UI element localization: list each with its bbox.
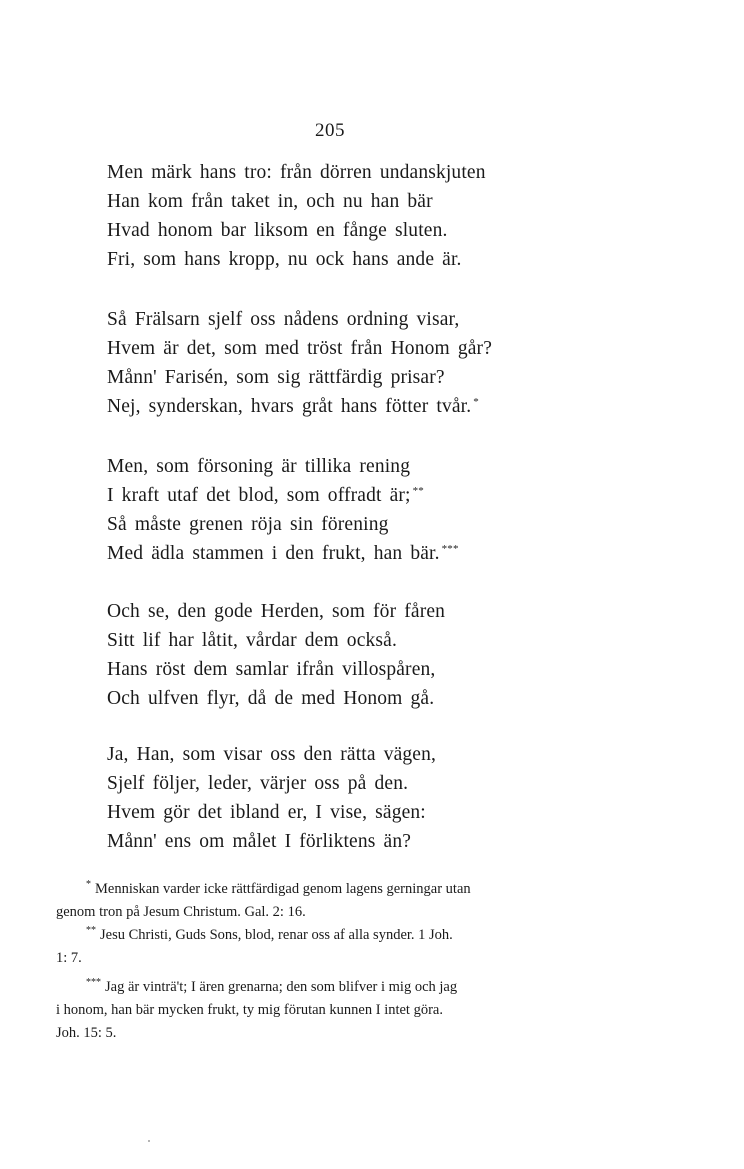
footnotes: [56, 878, 578, 1045]
verse-line: [107, 539, 667, 568]
verse-text: Sitt lif har låtit, vårdar dem också.: [107, 630, 397, 651]
verse-line: [107, 655, 667, 684]
footnote-text: Joh. 15: 5.: [56, 1025, 117, 1041]
verse-text: Hvem är det, som med tröst från Honom går?: [107, 338, 492, 359]
footnote-text: Jesu Christi, Guds Sons, blod, renar oss af alla synder. 1 Joh.: [100, 927, 453, 943]
stanza-1: [107, 158, 667, 274]
verse-line: [107, 216, 667, 245]
verse-line: [107, 452, 667, 481]
footnote-3: [56, 976, 578, 999]
verse-text: Ja, Han, som visar oss den rätta vägen,: [107, 744, 437, 765]
stanza-3: [107, 452, 667, 568]
footnote-2-continued: [56, 947, 578, 970]
footnote-marker: **: [86, 925, 96, 937]
verse-line: [107, 769, 667, 798]
page-number: 205: [315, 120, 345, 141]
verse-line: [107, 481, 667, 510]
verse-line: [107, 626, 667, 655]
verse-text: Nej, synderskan, hvars gråt hans fötter tvår.: [107, 396, 472, 417]
verse-text: Men märk hans tro: från dörren undanskjuten: [107, 162, 486, 183]
verse-line: [107, 363, 667, 392]
footnote-2: [56, 924, 578, 947]
verse-text: Fri, som hans kropp, nu ock hans ande är.: [107, 249, 462, 270]
verse-text: Och se, den gode Herden, som för fåren: [107, 601, 446, 622]
paper-speck: [148, 1140, 150, 1142]
verse-text: Månn' Farisén, som sig rättfärdig prisar?: [107, 367, 445, 388]
verse-line: [107, 334, 667, 363]
verse-line: [107, 827, 667, 856]
footnote-1-continued: [56, 901, 578, 924]
verse-line: [107, 684, 667, 713]
verse-line: [107, 740, 667, 769]
stanza-5: [107, 740, 667, 856]
footnote-3-continued: [56, 999, 578, 1022]
verse-text: Månn' ens om målet I förliktens än?: [107, 831, 412, 852]
footnote-marker: ***: [441, 542, 459, 555]
footnote-text: 1: 7.: [56, 950, 82, 966]
verse-text: Hans röst dem samlar ifrån villospåren,: [107, 659, 436, 680]
verse-text: Så Frälsarn sjelf oss nådens ordning visar,: [107, 309, 460, 330]
footnote-text: i honom, han bär mycken frukt, ty mig förutan kunnen I intet göra.: [56, 1002, 443, 1018]
verse-line: [107, 510, 667, 539]
verse-text: Sjelf följer, leder, värjer oss på den.: [107, 773, 409, 794]
footnote-marker: *: [86, 879, 91, 891]
verse-line: [107, 158, 667, 187]
verse-text: Med ädla stammen i den frukt, han bär.: [107, 543, 440, 564]
footnote-text: Menniskan varder icke rättfärdigad genom lagens gerningar utan: [95, 881, 471, 897]
footnote-marker: **: [412, 484, 424, 497]
verse-line: [107, 187, 667, 216]
verse-text: Hvad honom bar liksom en fånge sluten.: [107, 220, 448, 241]
footnote-text: Jag är vinträ't; I ären grenarna; den som blifver i mig och jag: [105, 979, 458, 995]
verse-line: [107, 245, 667, 274]
footnote-3-continued: [56, 1022, 578, 1045]
footnote-1: [56, 878, 578, 901]
verse-text: Han kom från taket in, och nu han bär: [107, 191, 433, 212]
footnote-marker: ***: [86, 977, 101, 989]
verse-line: [107, 392, 667, 421]
stanza-4: [107, 597, 667, 713]
verse-line: [107, 305, 667, 334]
footnote-text: genom tron på Jesum Christum. Gal. 2: 16.: [56, 904, 306, 920]
verse-text: Så måste grenen röja sin förening: [107, 514, 389, 535]
verse-text: I kraft utaf det blod, som offradt är;: [107, 485, 411, 506]
verse-text: Och ulfven flyr, då de med Honom gå.: [107, 688, 435, 709]
footnote-marker: *: [473, 395, 479, 408]
verse-text: Men, som försoning är tillika rening: [107, 456, 411, 477]
stanza-2: [107, 305, 667, 421]
verse-line: [107, 597, 667, 626]
verse-line: [107, 798, 667, 827]
verse-text: Hvem gör det ibland er, I vise, sägen:: [107, 802, 426, 823]
